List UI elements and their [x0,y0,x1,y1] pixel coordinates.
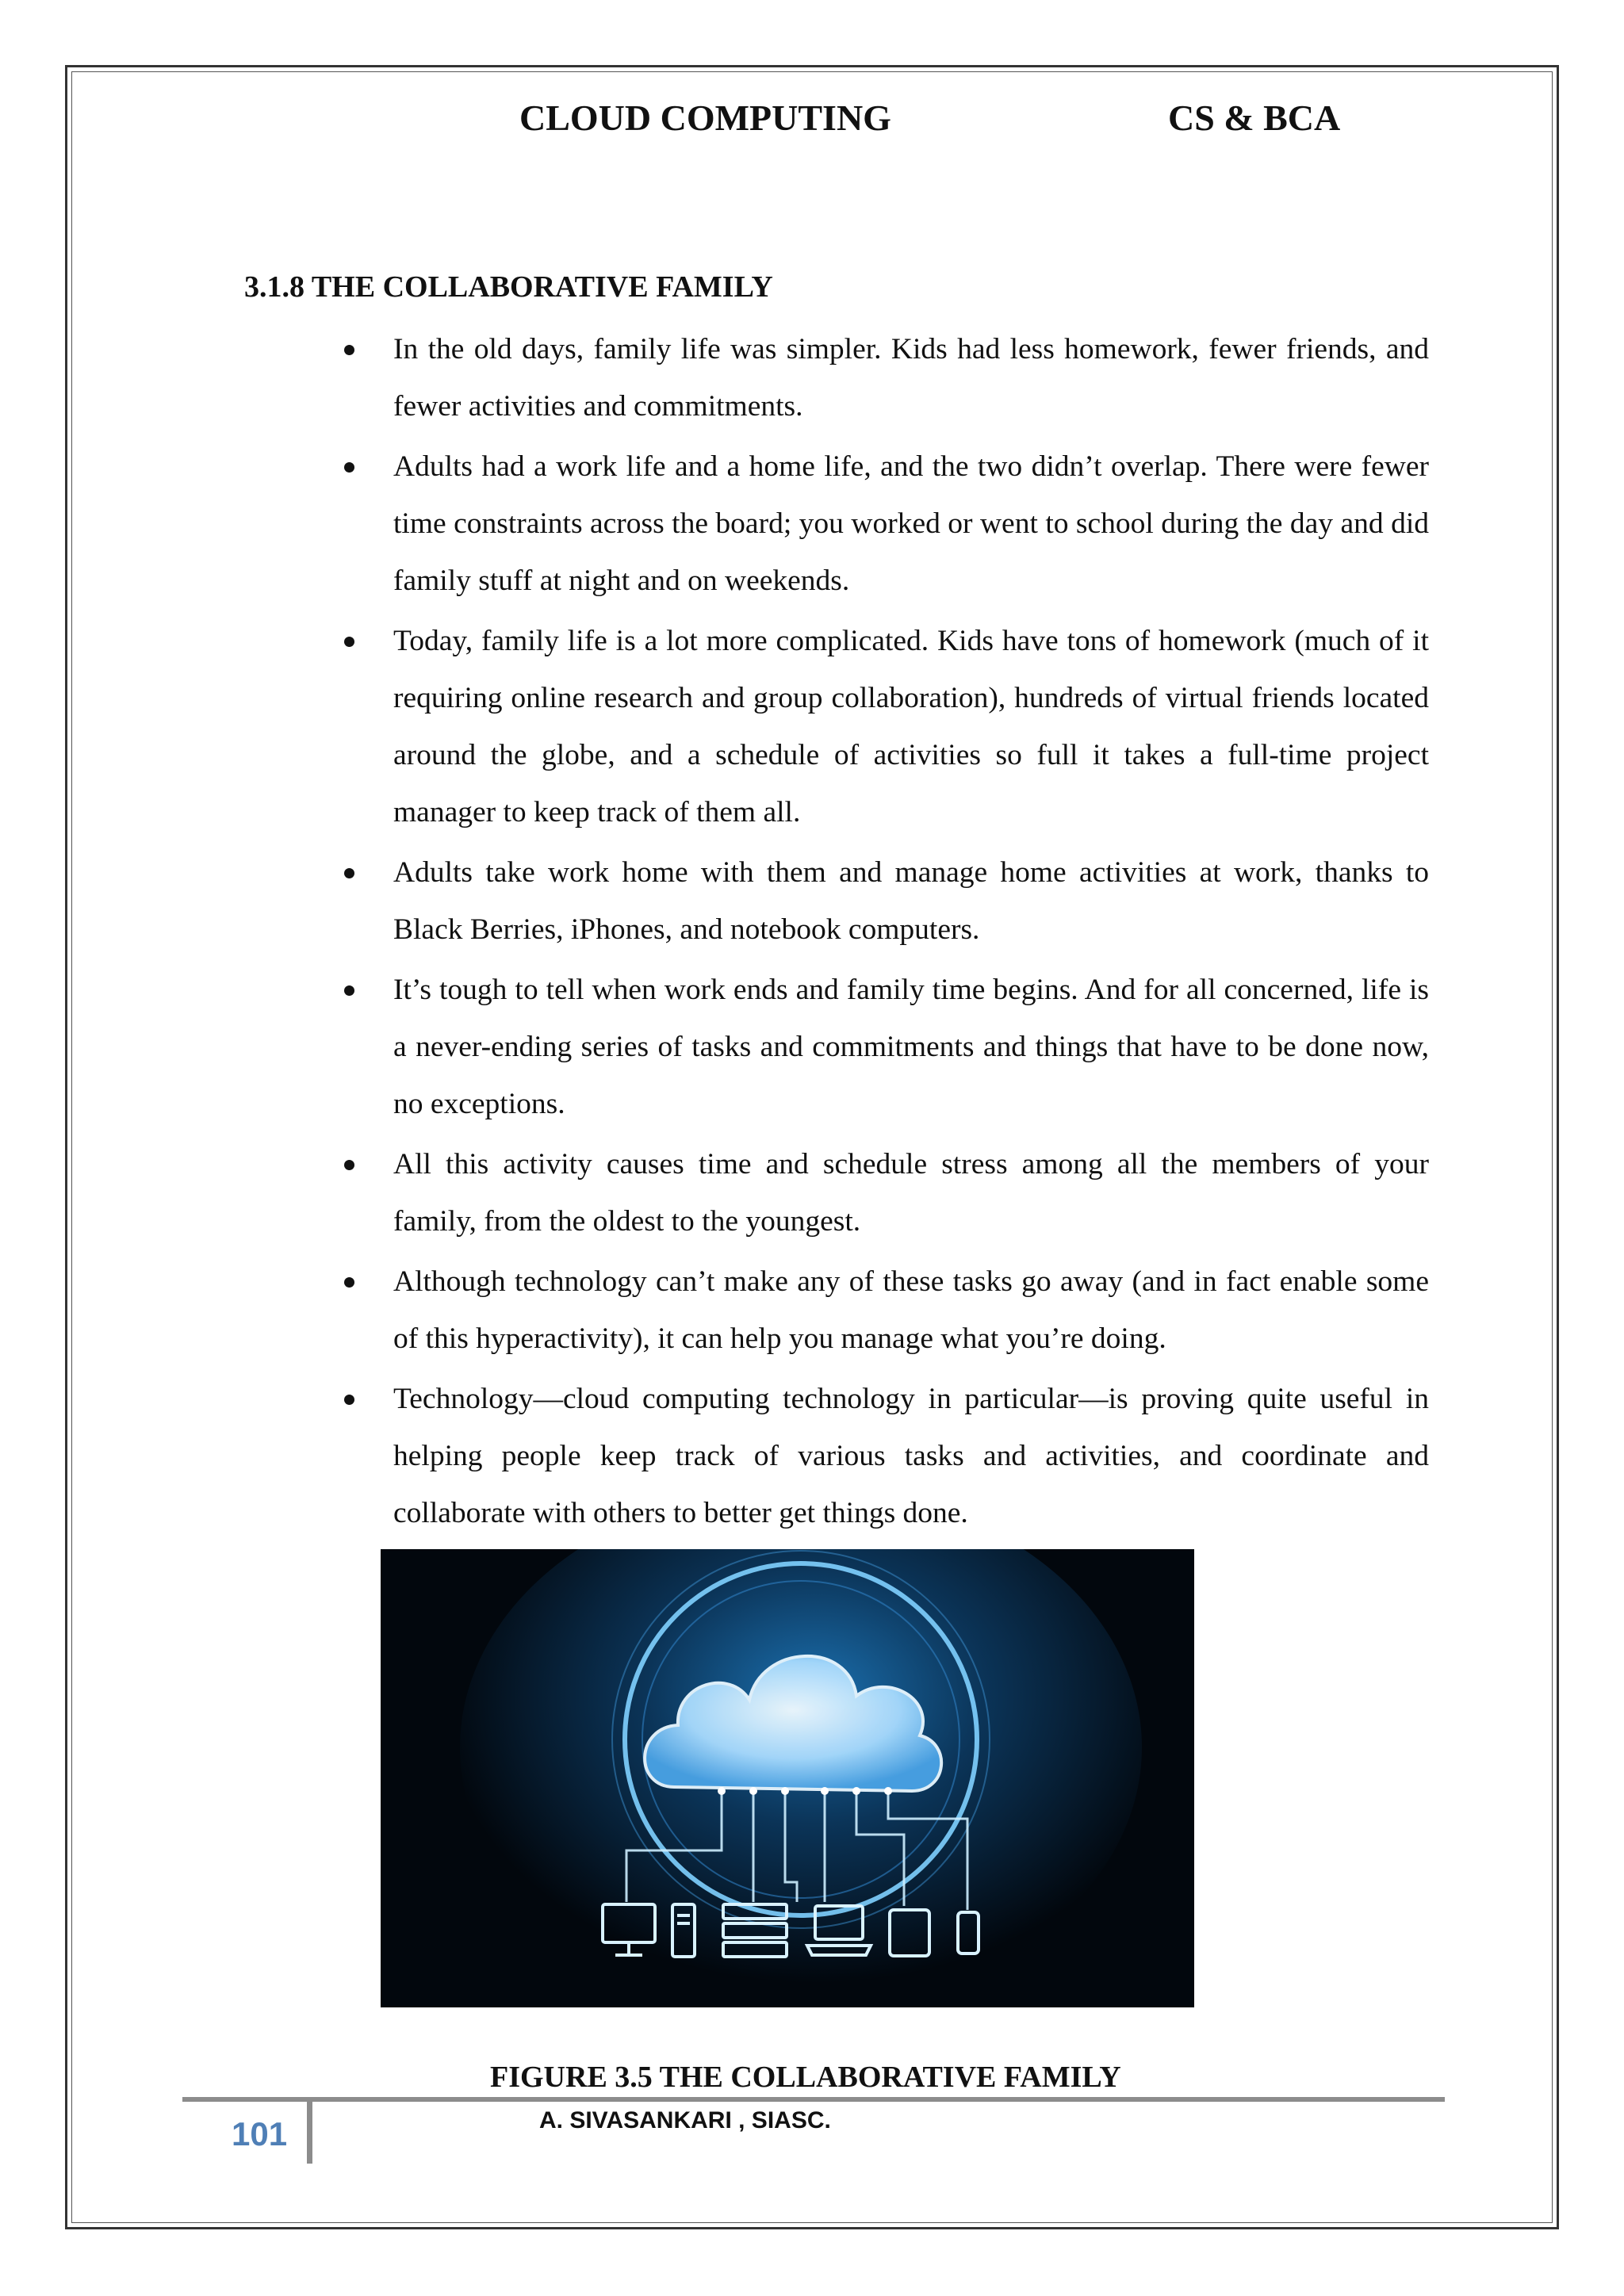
bullet-text: All this activity causes time and schedule stress among all the members of your family, from the oldest to the youngest. [393,1148,1429,1238]
cloud-network-illustration [381,1549,1194,2007]
bullet-icon [344,1160,354,1170]
bullet-item [341,844,1429,959]
bullet-item [341,1371,1429,1542]
bullet-icon [344,462,354,473]
page-header [0,97,1624,152]
bullet-text: Technology—cloud computing technology in particular—is proving quite useful in helping people keep track of various tasks and activities, and coordinate and collaborate with others to better get things done. [393,1383,1429,1529]
header-course: CS & BCA [1168,98,1341,138]
bullet-icon [344,1395,354,1405]
footer-divider [182,2097,1445,2102]
bullet-item [341,1136,1429,1250]
bullet-icon [344,345,354,355]
section-heading: 3.1.8 THE COLLABORATIVE FAMILY [244,270,773,304]
figure-caption-text: FIGURE 3.5 THE COLLABORATIVE FAMILY [490,2061,1121,2094]
bullet-item [341,321,1429,435]
bullet-item [341,1253,1429,1368]
footer-vertical-divider [307,2102,312,2164]
bullet-text: Today, family life is a lot more complicated. Kids have tons of homework (much of it requiring online research and group collaboration), hundreds of virtual friends located around the globe, and a schedule of activities so full it takes a full-time project manager to keep track of them all. [393,625,1429,828]
footer-author: A. SIVASANKARI , SIASC. [539,2107,831,2133]
bullet-text: In the old days, family life was simpler. Kids had less homework, fewer friends, and fewer activities and commitments. [393,333,1429,423]
bullet-item [341,438,1429,610]
bullet-text: Adults had a work life and a home life, and the two didn’t overlap. There were fewer time constraints across the board; you worked or went to school during the day and did family stuff at night and on weekends. [393,450,1429,597]
bullet-text: It’s tough to tell when work ends and family time begins. And for all concerned, life is a never-ending series of tasks and commitments and things that have to be done now, no exceptions. [393,974,1429,1120]
bullet-icon [344,1277,354,1288]
bullet-list [341,321,1429,1545]
cloud-network-figure [381,1549,1194,2007]
bullet-icon [344,637,354,647]
page-number: 101 [232,2115,288,2152]
bullet-icon [344,868,354,878]
header-subject: CLOUD COMPUTING [519,98,891,138]
bullet-item [341,962,1429,1133]
bullet-item [341,613,1429,841]
bullet-text: Adults take work home with them and manage home activities at work, thanks to Black Berries, iPhones, and notebook computers. [393,856,1429,946]
bullet-text: Although technology can’t make any of these tasks go away (and in fact enable some of this hyperactivity), it can help you manage what you’re doing. [393,1265,1429,1355]
bullet-icon [344,985,354,996]
